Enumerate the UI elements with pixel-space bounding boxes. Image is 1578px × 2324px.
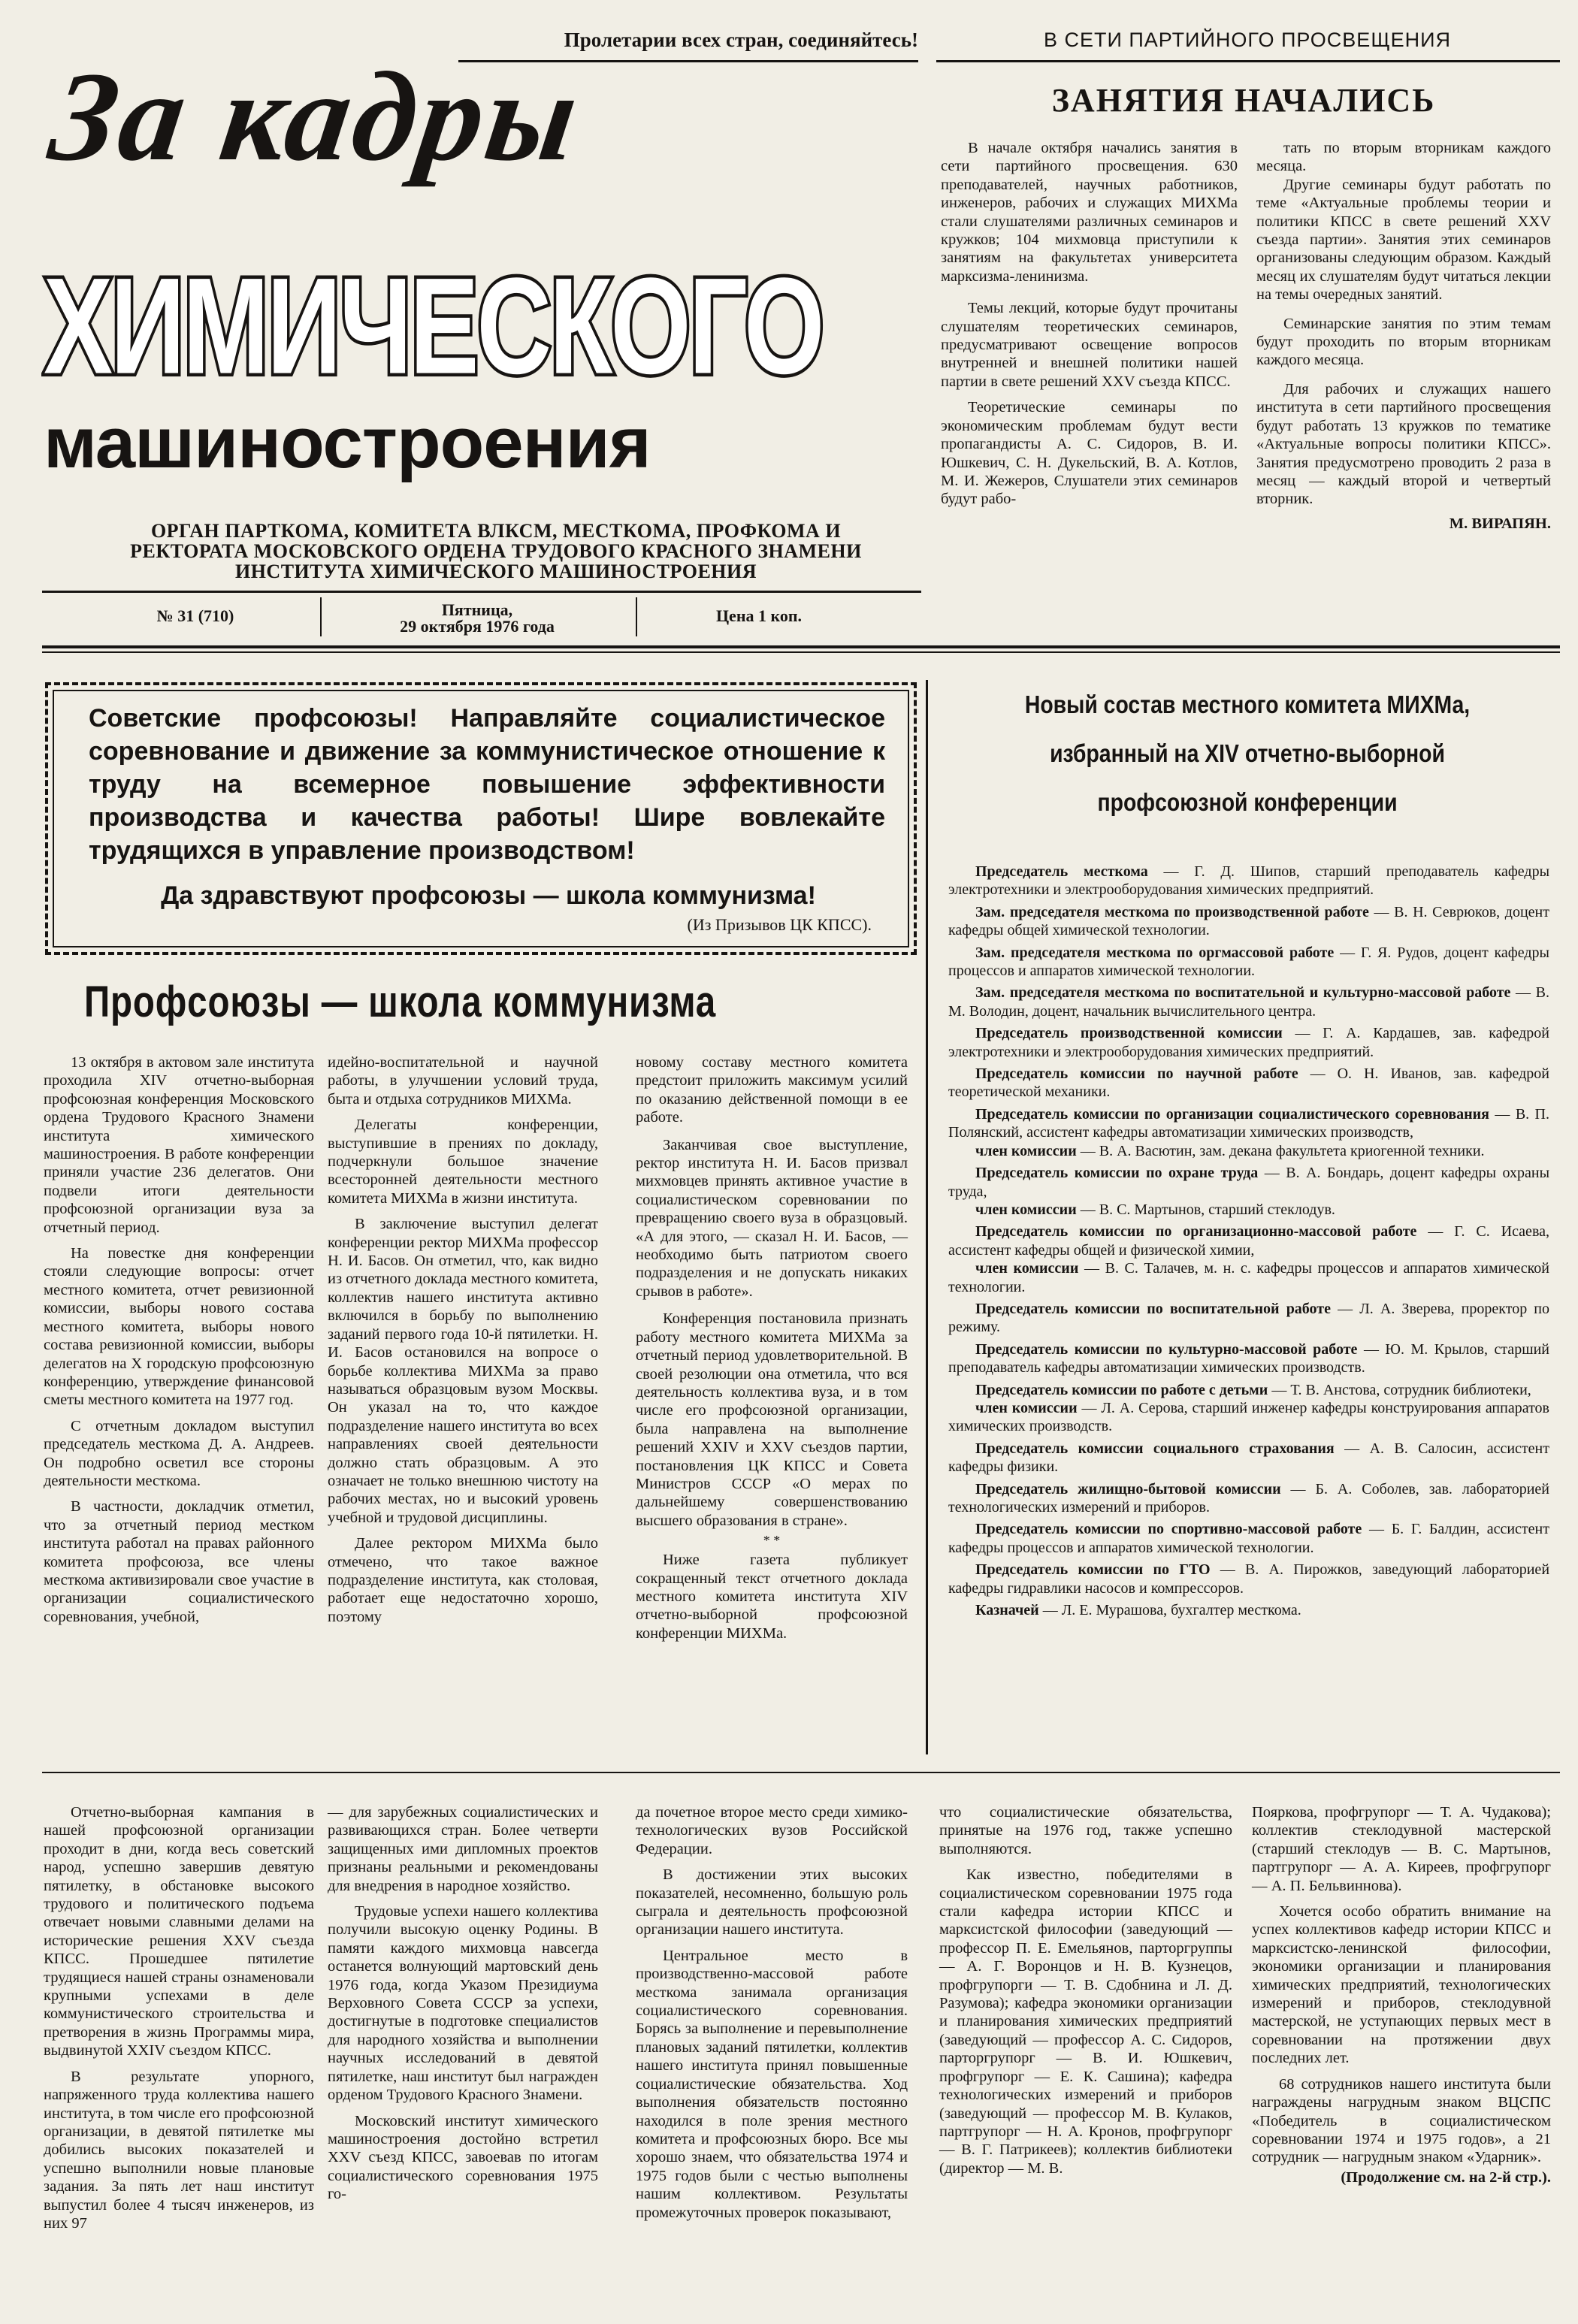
member-entry xyxy=(948,984,1549,1020)
member-entry xyxy=(948,903,1549,940)
issue-price: Цена 1 коп. xyxy=(715,606,803,625)
report-col2 xyxy=(328,1803,598,2204)
member-role: Казначей xyxy=(975,1602,1039,1619)
slogan-source: (Из Призывов ЦК КПСС). xyxy=(687,915,872,934)
masthead-title-line3: машиностроения xyxy=(44,403,651,483)
paragraph: Как известно, победителями в социалистическом соревновании 1975 года стали кафедра истории КПСС и марксистской философии (заведующий — профессор П. Е. Емельянов, парторгруппы — А. Г. Воронцов и Н. В. Кузнецов, профгрупорги — Т. В. Сдобнина и Л. Д. Разумова); кафедра экономики организации и планирования химических предприятий (заведующий — профессор А. С. Сидоров, парторгрупорг — В. И. Юшкевич, профгрупорг — Е. К. Сашина); кафедра технологических измерений и приборов (заведующий — профессор М. В. Кулаков, партгрупорг — Н. А. Кронов, профгрупорг — В. Г. Патрикеев); коллектив библиотеки (директор — М. В. xyxy=(939,1866,1232,2177)
paragraph: Трудовые успехи нашего коллектива получили высокую оценку Родины. В памяти каждого михмовца навсегда останется волнующий мартовский день 1976 года, когда Указом Президиума Верховного Совета СССР за успехи, достигнутые в подготовке специалистов для народного хозяйства и выполнении научных исследований в девятой пятилетке, наш институт был награжден орденом Трудового Красного Знамени. xyxy=(328,1903,598,2104)
paragraph: Хочется особо обратить внимание на успех коллективов кафедр истории КПСС и марксистско-ленинской философии, экономики организации и планирования химических предприятий, технологических измерений и приборов, стеклодувной мастерской, не уступающих первых мест в соревновании на протяжении двух последних лет. xyxy=(1252,1903,1551,2067)
paragraph: тать по вторым вторникам каждого месяца. xyxy=(1256,140,1551,175)
issue-weekday: Пятница, xyxy=(441,600,513,619)
paragraph: В заключение выступил делегат конференции ректор МИХМа профессор Н. И. Басов. Он отметил, что, как видно из отчетного доклада местного комитета, коллектив нашего института активно включился в борьбу по выполнению заданий первого года 10-й пятилетки. Н. И. Басов остановился на вопросе о борьбе коллектива МИХМа за право называться образцовым вузом Москвы. Он указал на то, что каждое подразделение нашего института во всех направлениях своей деятельности должно стать образцовым. А это означает не только внешнюю чистоту на рабочих местах, но и высокий уровень учебной и трудовой дисциплины. xyxy=(328,1216,598,1526)
member-entry xyxy=(948,1300,1549,1337)
member-desc: — А. В. Салосин, ассистент кафедры физики. xyxy=(948,1440,1549,1476)
member-role: Зам. председателя месткома по оргмассовой работе xyxy=(975,944,1335,961)
member-desc: — Б. Г. Балдин, ассистент кафедры процессов и аппаратов химической технологии. xyxy=(948,1521,1549,1556)
member-desc: — Б. А. Соболев, зав. лабораторией технологических измерений и приборов. xyxy=(948,1480,1549,1516)
header-bottom-rule-2 xyxy=(42,651,1560,653)
paragraph: 13 октября в актовом зале института проходила XIV отчетно-выборная профсоюзная конференция Московского ордена Трудового Красного Знамени института химического машиностроения. В работе конференции приняли участие 236 делегатов. Они подвели итоги деятельности профсоюзной организации вуза за отчетный период. xyxy=(44,1054,314,1236)
paragraph: Другие семинары будут работать по теме «Актуальные проблемы теории и политики КПСС в свете решений XXV съезда партии». Занятия этих семинаров организованы следующим образом. Каждый месяц их слушателям будут читаться лекции на темы очередных занятий. xyxy=(1256,176,1551,304)
member-role: Председатель комиссии по ГТО xyxy=(975,1561,1211,1579)
member-entry xyxy=(948,1201,1549,1219)
report-top-rule xyxy=(42,1772,1560,1773)
continued-note: (Продолжение см. на 2-й стр.). xyxy=(1341,2168,1551,2186)
main-article-col2 xyxy=(328,1053,598,1626)
report-col3 xyxy=(636,1803,908,2222)
member-desc: — В. С. Мартынов, старший стеклодув. xyxy=(1080,1201,1335,1218)
member-desc: — Г. А. Кардашев, зав. кафедрой электротехники и электрооборудования химических предприятий. xyxy=(948,1025,1549,1060)
header-bottom-rule xyxy=(42,645,1560,648)
paragraph: да почетное второе место среди химико-технологических вузов Российской Федерации. xyxy=(636,1804,908,1857)
member-entry xyxy=(948,1399,1549,1436)
main-article-col3 xyxy=(636,1053,908,1643)
member-desc: — Л. Е. Мурашова, бухгалтер месткома. xyxy=(1042,1602,1301,1619)
motto: Пролетарии всех стран, соединяйтесь! xyxy=(564,29,918,51)
party-article-title: ЗАНЯТИЯ НАЧАЛИСЬ xyxy=(1051,82,1436,119)
paragraph: Ниже газета публикует сокращенный текст отчетного доклада местного комитета института XIV отчетно-выборной профсоюзной конференции МИХМа. xyxy=(636,1552,908,1642)
paragraph: С отчетным докладом выступил председатель месткома Д. А. Андреев. Он подробно осветил все стороны деятельности месткома. xyxy=(44,1417,314,1489)
report-col4 xyxy=(939,1803,1232,2177)
member-role: Председатель комиссии социального страхования xyxy=(975,1440,1335,1457)
info-divider-2 xyxy=(636,597,637,636)
committee-members xyxy=(948,863,1549,1623)
member-role: член комиссии xyxy=(975,1142,1077,1159)
report-col5 xyxy=(1252,1803,1551,2186)
member-desc: — Т. В. Анстова, сотрудник библиотеки, xyxy=(1271,1381,1531,1398)
member-entry xyxy=(948,1222,1549,1259)
member-entry xyxy=(948,1065,1549,1102)
paragraph: Семинарские занятия по этим темам будут проходить по вторым вторникам каждого месяца. xyxy=(1256,315,1551,369)
member-role: Зам. председателя месткома по воспитательной и культурно-массовой работе xyxy=(975,984,1511,1002)
vertical-divider xyxy=(926,680,928,1754)
member-role: Председатель комиссии по организации социалистического соревнования xyxy=(975,1105,1490,1123)
member-desc: — В. С. Талачев, м. н. с. кафедры процессов и аппаратов химической технологии. xyxy=(948,1260,1550,1295)
rubric-label: В СЕТИ ПАРТИЙНОГО ПРОСВЕЩЕНИЯ xyxy=(1043,29,1452,51)
member-role: Зам. председателя месткома по производственной работе xyxy=(975,903,1369,920)
publisher-organ: ОРГАН ПАРТКОМА, КОМИТЕТА ВЛКСМ, МЕСТКОМА, ПРОФКОМА И РЕКТОРАТА МОСКОВСКОГО ОРДЕНА ТРУДОВОГО КРАСНОГО ЗНАМЕНИ ИНСТИТУТА ХИМИЧЕСКОГО МАШИНОСТРОЕНИЯ xyxy=(130,520,862,582)
rubric-rule xyxy=(936,60,1560,62)
paragraph: Пояркова, профгрупорг — Т. А. Чудакова); коллектив стеклодувной мастерской (старший стеклодув — В. С. Мартынов, партгрупорг — А. А. Киреев, профгрупорг — А. П. Бельвиннова). xyxy=(1252,1804,1551,1894)
member-entry xyxy=(948,1259,1549,1296)
header-rule-top xyxy=(42,591,921,593)
paragraph: идейно-воспитательной и научной работы, в улучшении условий труда, быта и отдыха сотрудников МИХМа. xyxy=(328,1054,598,1108)
paragraph: — для зарубежных социалистических и развивающихся стран. Более четверти защищенных ими дипломных проектов признаны реальными и рекомендованы для внедрения в народное хозяйство. xyxy=(328,1804,598,1894)
info-divider-1 xyxy=(320,597,322,636)
paragraph: Теоретические семинары по экономическим проблемам будут вести пропагандисты А. С. Сидоров, В. И. Юшкевич, С. Н. Дукельский, В. А. Котлов, М. И. Жежеров, Слушатели этих семинаров будут рабо- xyxy=(941,399,1238,508)
member-entry xyxy=(948,863,1549,899)
party-article-signature: М. ВИРАПЯН. xyxy=(1449,515,1551,532)
paragraph: что социалистические обязательства, принятые на 1976 год, также успешно выполняются. xyxy=(939,1804,1232,1857)
member-role: член комиссии xyxy=(975,1201,1077,1218)
committee-title: Новый состав местного комитета МИХМа, избранный на XIV отчетно-выборной профсоюзной конференции xyxy=(1024,691,1471,816)
member-desc: — В. А. Бондарь, доцент кафедры охраны труда, xyxy=(948,1165,1550,1200)
slogan-last-line: Да здравствуют профсоюзы — школа коммунизма! xyxy=(161,881,816,910)
member-desc: — Г. Д. Шипов, старший преподаватель кафедры электротехники и электрооборудования химических предприятий. xyxy=(948,863,1550,899)
member-desc: — Г. Я. Рудов, доцент кафедры процессов и аппаратов химической технологии. xyxy=(948,944,1549,980)
paragraph: В достижении этих высоких показателей, несомненно, большую роль сыграла и деятельность профсоюзной организации нашего института. xyxy=(636,1866,908,1939)
member-role: Председатель комиссии по воспитательной работе xyxy=(975,1300,1331,1317)
member-role: Председатель комиссии по культурно-массовой работе xyxy=(975,1340,1358,1358)
member-entry xyxy=(948,1520,1549,1557)
member-desc: — В. Н. Севрюков, доцент кафедры общей химической технологии. xyxy=(948,903,1549,939)
member-entry xyxy=(948,1164,1549,1201)
paragraph: В частности, докладчик отметил, что за отчетный период местком института работал на правах районного комитета профсоюза, все члены месткома активизировали свое участие в организации социалистического соревнования, учебной, xyxy=(44,1498,314,1625)
slogan-text: Советские профсоюзы! Направляйте социалистическое соревнование и движение за коммунистическое отношение к труду на всемерное повышение эффективности производства и качества работы! Шире вовлекайте трудящихся в управление производством! xyxy=(89,704,885,865)
paragraph: Делегаты конференции, выступившие в прениях по докладу, подчеркнули большое значение всесторонней деятельности местного комитета МИХМа в жизни института. xyxy=(328,1117,598,1207)
report-col1 xyxy=(44,1803,314,2232)
member-entry xyxy=(948,1480,1549,1517)
issue-date: 29 октября 1976 года xyxy=(400,617,555,636)
section-stars: * * xyxy=(763,1533,781,1549)
member-role: член комиссии xyxy=(975,1260,1079,1277)
paragraph: Центральное место в производственно-массовой работе месткома занимала организация социалистического соревнования. Борясь за выполнение и перевыполнение плановых заданий пятилетки, коллектив нашего института принял повышенные социалистические обязательства. Ход выполнения обязательств постоянно находился в поле зрения местного комитета и профсоюзных бюро. Все мы хорошо знаем, что обязательства 1974 и 1975 годов были с честью выполнены нашим коллективом. Результаты промежуточных проверок показывают, xyxy=(636,1947,908,2221)
member-entry xyxy=(948,1340,1549,1377)
paragraph: Конференция постановила признать работу местного комитета МИХМа за отчетный период удовлетворительной. В своей резолюции она отметила, что вся деятельность коллектива вуза, и в том числе его профсоюзной организации, была направлена на выполнение решений XXIV и XXV съездов партии, постановления ЦК КПСС и Совета Министров СССР «О мерах по дальнейшему совершенствованию высшего образования в стране». xyxy=(636,1310,908,1529)
member-desc: — В. П. Полянский, ассистент кафедры автоматизации химических производств, xyxy=(948,1105,1550,1141)
member-entry xyxy=(948,1024,1549,1061)
member-role: Председатель комиссии по работе с детьми xyxy=(975,1381,1268,1398)
member-entry xyxy=(948,944,1549,981)
member-desc: — Ю. М. Крылов, старший преподаватель кафедры автоматизации химических производств. xyxy=(948,1340,1549,1377)
paragraph: В начале октября начались занятия в сети партийного просвещения. 630 преподавателей, научных работников, инженеров, рабочих и служащих МИХМа стали слушателями различных семинаров и кружков; 104 михмовца приступили к занятиям на факультетах университета марксизма-ленинизма. xyxy=(941,140,1238,285)
paragraph: Темы лекций, которые будут прочитаны слушателям теоретических семинаров, предусматривают освещение вопросов внутренней и внешней политики нашей партии в свете решений XXV съезда КПСС. xyxy=(941,300,1238,390)
member-desc: — Г. С. Исаева, ассистент кафедры общей и физической химии, xyxy=(948,1223,1549,1259)
member-entry xyxy=(948,1561,1549,1597)
member-desc: — Л. А. Зверева, проректор по режиму. xyxy=(948,1300,1550,1336)
paragraph: На повестке дня конференции стояли следующие вопросы: отчет местного комитета, отчет ревизионной комиссии, выборы нового состава местного комитета, выборы нового состава ревизионной комиссии, выборы делегатов на X городскую профсоюзную конференцию, утверждение финансовой сметы местного комитета на 1977 год. xyxy=(44,1245,314,1409)
member-role: Председатель комиссии по спортивно-массовой работе xyxy=(975,1521,1362,1538)
member-role: Председатель жилищно-бытовой комиссии xyxy=(975,1480,1281,1497)
paragraph: Заканчивая свое выступление, ректор института Н. И. Басов призвал михмовцев принять активное участие в социалистическом соревновании по превращению своего вуза в образцовый. «А для этого, — сказал Н. И. Басов, — необходимо быть патриотом своего подразделения и не допускать никаких срывов в работе». xyxy=(636,1136,908,1300)
masthead-title-line2: ХИМИЧЕСКОГО xyxy=(44,249,823,403)
member-entry xyxy=(948,1601,1549,1619)
member-entry xyxy=(948,1381,1549,1399)
issue-number: № 31 (710) xyxy=(156,606,234,625)
party-article-col1 xyxy=(941,139,1238,509)
paragraph: Отчетно-выборная кампания в нашей профсоюзной организации проходит в дни, когда весь советский народ, успешно завершив девятую пятилетку, в обстановке высокого трудового и политического подъема отвечает новыми славными делами на исторические решения XXV съезда КПСС. Прошедшее пятилетие трудящиеся нашей страны ознаменовали крупными успехами в деле коммунистического строительства и претворения в жизнь Программы мира, выдвинутой XXIV съездом КПСС. xyxy=(44,1804,314,2060)
party-article-col2 xyxy=(1256,139,1551,533)
member-desc: — В. А. Васютин, зам. декана факультета криогенной техники. xyxy=(1080,1142,1485,1159)
member-role: Председатель комиссии по охране труда xyxy=(975,1165,1259,1182)
member-desc: — В. А. Пирожков, заведующий лабораторией кафедры гидравлики насосов и компрессоров. xyxy=(948,1561,1550,1597)
member-role: Председатель комиссии по научной работе xyxy=(975,1065,1298,1083)
member-entry xyxy=(948,1142,1549,1160)
masthead-title-line1: За кадры xyxy=(42,46,589,187)
paragraph: В результате упорного, напряженного труда коллектива нашего института, в том числе его профсоюзной организации, в девятой пятилетке мы добились высоких показателей и успешно выполнили новые плановые задания. За пять лет наш институт выпустил более 4 тысяч инженеров, из них 97 xyxy=(44,2068,314,2232)
main-article-title: Профсоюзы — школа коммунизма xyxy=(84,978,717,1026)
paragraph: Далее ректором МИХМа было отмечено, что такое важное подразделение института, как столовая, работает еще недостаточно хорошо, поэтому xyxy=(328,1535,598,1625)
member-entry xyxy=(948,1440,1549,1476)
paragraph: Для рабочих и служащих нашего института в сети партийного просвещения будут работать 13 кружков по тематике «Актуальные вопросы политики КПСС». Занятия предусмотрено проводить 2 раза в месяц — каждый второй и четвертый вторник. xyxy=(1256,380,1551,508)
member-role: Председатель месткома xyxy=(975,863,1148,880)
member-desc: — О. Н. Иванов, зав. кафедрой теоретической механики. xyxy=(948,1065,1550,1101)
member-role: Председатель комиссии по организационно-массовой работе xyxy=(975,1223,1417,1241)
member-role: член комиссии xyxy=(975,1399,1078,1416)
paragraph: Московский институт химического машиностроения достойно встретил XXV съезд КПСС, завоевав по итогам социалистического соревнования 1975 го- xyxy=(328,2112,598,2203)
member-desc: — Л. А. Серова, старший инженер кафедры конструирования аппаратов химических производств. xyxy=(948,1399,1549,1435)
member-desc: — В. М. Володин, доцент, начальник вычислительного центра. xyxy=(948,984,1550,1020)
paragraph: новому составу местного комитета предстоит приложить максимум усилий по оказанию действенной помощи в ее работе. xyxy=(636,1054,908,1126)
member-entry xyxy=(948,1105,1549,1142)
main-article-col1 xyxy=(44,1053,314,1626)
member-role: Председатель производственной комиссии xyxy=(975,1025,1283,1042)
paragraph: 68 сотрудников нашего института были награждены нагрудным знаком ВЦСПС «Победитель в социалистическом соревновании 1974 и 1975 годов», а 21 сотрудник — нагрудным знаком «Ударник». xyxy=(1252,2075,1551,2166)
